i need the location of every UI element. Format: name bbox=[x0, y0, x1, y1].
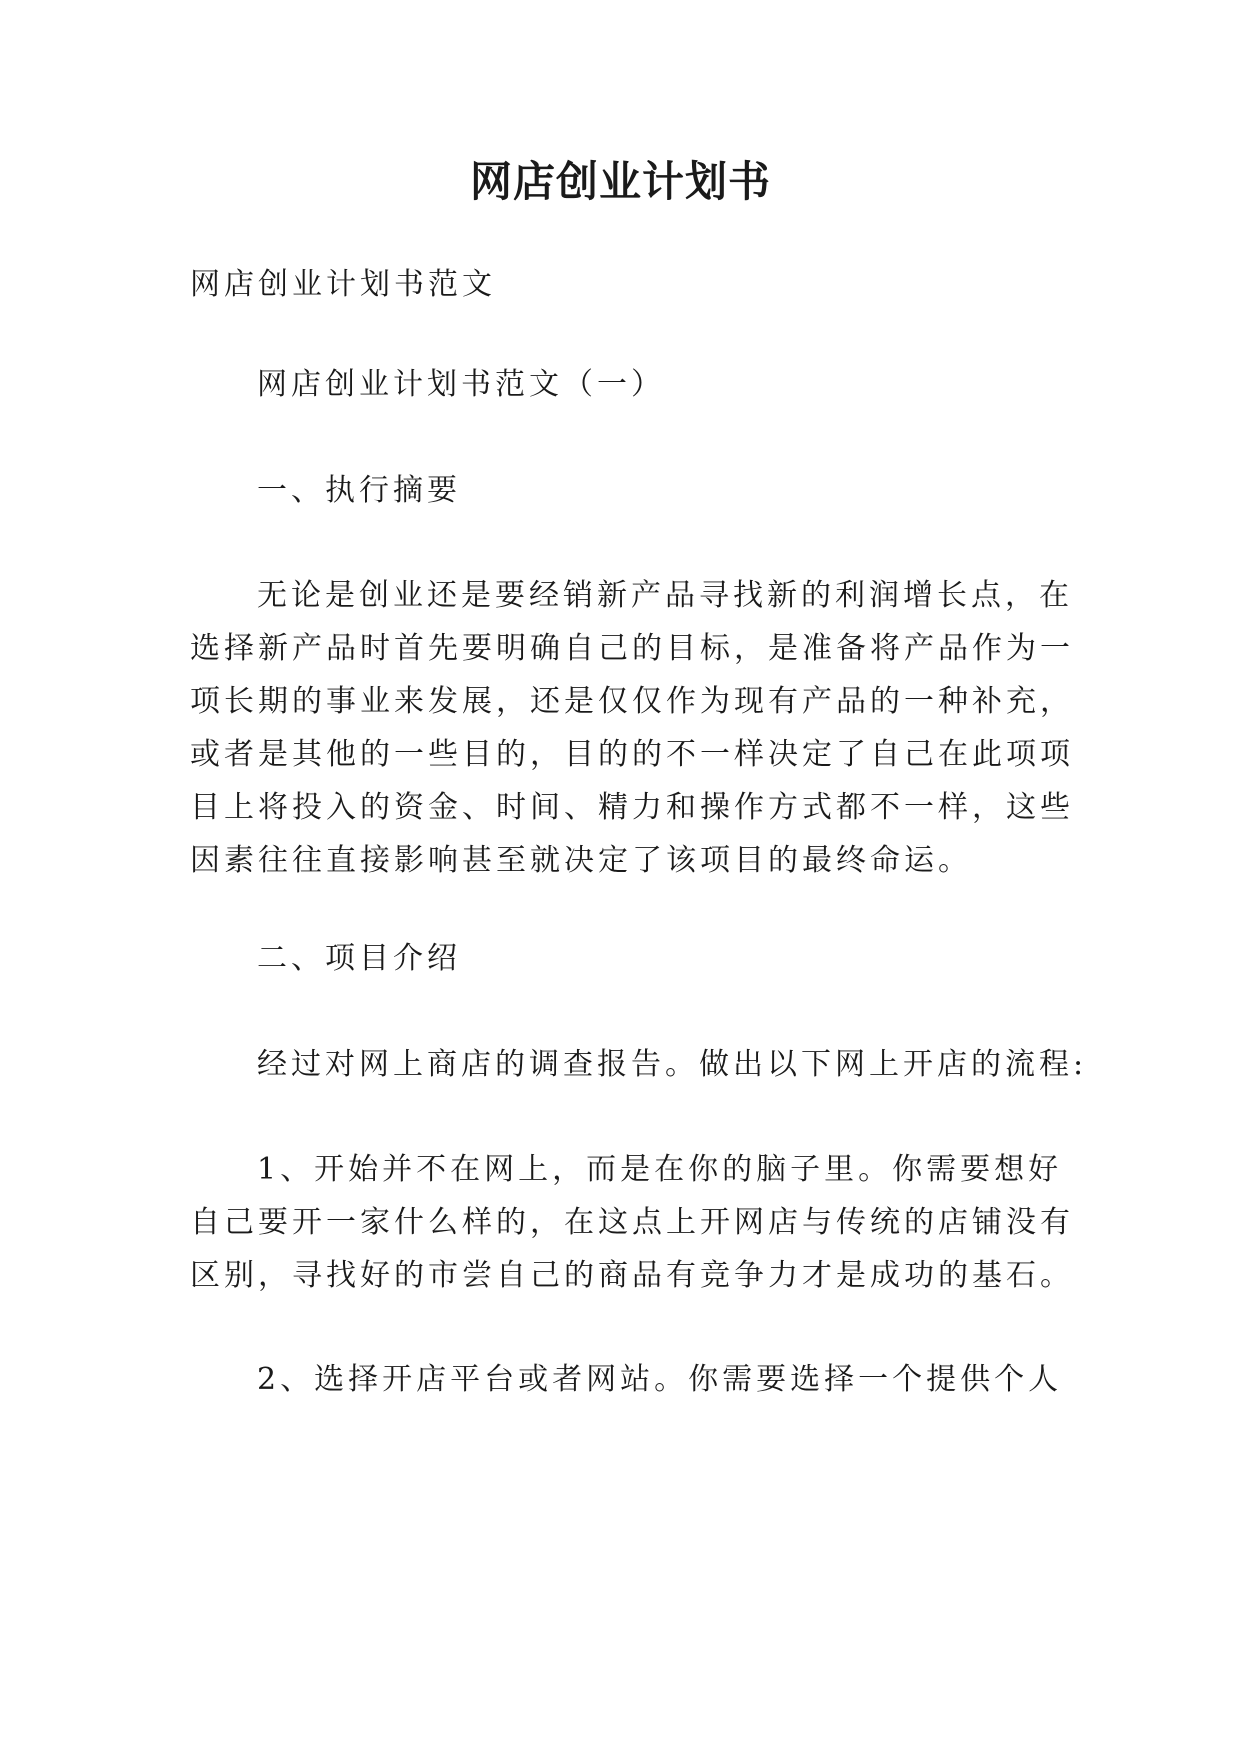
paragraph-line: 区别，寻找好的市尝自己的商品有竞争力才是成功的基石。 bbox=[190, 1258, 1074, 1293]
paragraph-line: 选择新产品时首先要明确自己的目标，是准备将产品作为一 bbox=[190, 631, 1074, 666]
paragraph-line: 1、开始并不在网上，而是在你的脑子里。你需要想好 bbox=[257, 1152, 1063, 1187]
paragraph-line: 因素往往直接影响甚至就决定了该项目的最终命运。 bbox=[190, 843, 972, 878]
paragraph-step-2: 2、选择开店平台或者网站。你需要选择一个提供个人 bbox=[257, 1362, 1063, 1397]
paragraph-research: 经过对网上商店的调查报告。做出以下网上开店的流程: bbox=[257, 1047, 1088, 1082]
paragraph-line: 项长期的事业来发展，还是仅仅作为现有产品的一种补充， bbox=[190, 684, 1074, 719]
paragraph-line: 或者是其他的一些目的，目的的不一样决定了自己在此项项 bbox=[190, 737, 1074, 772]
paragraph-line: 无论是创业还是要经销新产品寻找新的利润增长点，在 bbox=[257, 578, 1073, 613]
document-subtitle: 网店创业计划书范文 bbox=[190, 267, 496, 302]
paragraph-line: 目上将投入的资金、时间、精力和操作方式都不一样，这些 bbox=[190, 790, 1074, 825]
heading-executive-summary: 一、执行摘要 bbox=[257, 473, 461, 508]
section-title: 网店创业计划书范文（一） bbox=[257, 367, 665, 402]
paragraph-line: 自己要开一家什么样的，在这点上开网店与传统的店铺没有 bbox=[190, 1205, 1074, 1240]
document-title: 网店创业计划书 bbox=[469, 157, 771, 206]
heading-project-intro: 二、项目介绍 bbox=[257, 941, 461, 976]
